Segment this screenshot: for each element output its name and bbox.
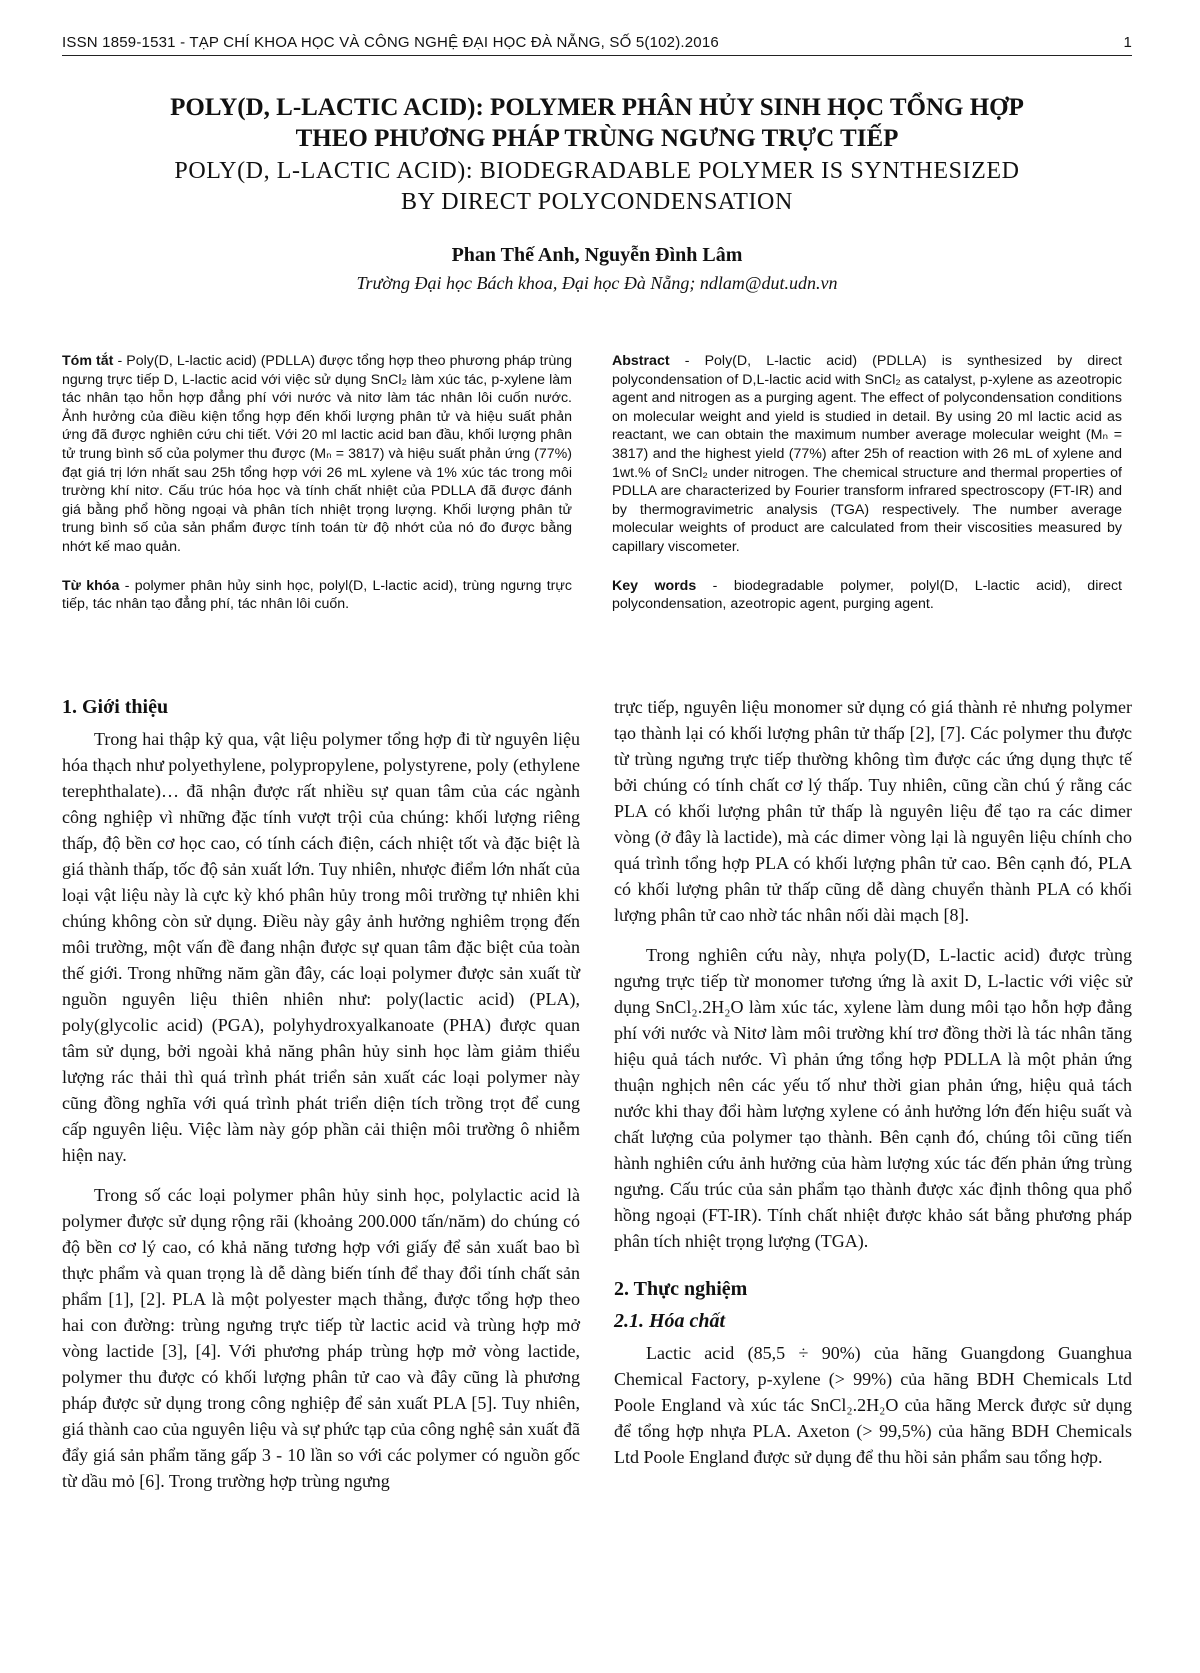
- title-en-line-2: BY DIRECT POLYCONDENSATION: [401, 189, 793, 215]
- section-2-heading: 2. Thực nghiệm: [614, 1278, 748, 1300]
- journal-info: ISSN 1859-1531 - TẠP CHÍ KHOA HỌC VÀ CÔNG NGHỆ ĐẠI HỌC ĐÀ NẴNG, SỐ 5(102).2016: [62, 34, 719, 51]
- keywords-en-label: Key words: [612, 577, 697, 594]
- abstract-en-label: Abstract: [612, 353, 670, 369]
- section-1-heading: 1. Giới thiệu: [62, 696, 169, 718]
- keywords-en: [612, 577, 1122, 614]
- section-1-paragraph-2: Trong số các loại polymer phân hủy sinh học, polylactic acid là polymer được sử dụng rộng rãi (khoảng 200.000 tấn/năm) do chúng có độ bền cơ lý cao, có khả năng tương hợp với giấy để sản xuất bao bì thực phẩm và quan trọng là dễ dàng biến tính để thay đổi tính chất sản phẩm [1], [2]. PLA là một polyester mạch thẳng, được tổng hợp theo hai con đường: trùng ngưng trực tiếp từ lactic acid và trùng hợp mở vòng lactide [3], [4]. Với phương pháp trùng hợp mở vòng lactide, polymer thu được có khối lượng phân tử cao và đây cũng là phương pháp được sử dụng trong công nghiệp để sản xuất PLA [5]. Tuy nhiên, giá thành cao của nguyên liệu và sự phức tạp của công nghệ sản xuất đã đẩy giá sản phẩm tăng gấp 3 - 10 lần so với các polymer có nguồn gốc từ dầu mỏ [6]. Trong trường hợp trùng ngưng: [62, 1185, 580, 1491]
- abstract-vi-text: [62, 352, 572, 557]
- title-vietnamese: [62, 92, 1132, 154]
- section-1-paragraph-1: Trong hai thập kỷ qua, vật liệu polymer tổng hợp đi từ nguyên liệu hóa thạch như polyethylene, polypropylene, polystyrene, poly (ethylene terephthalate)… đã nhận được rất nhiều sự quan tâm của các ngành công nghiệp vì những đặc tính vượt trội của chúng: khối lượng riêng thấp, độ bền cơ học cao, có tính cách điện, cách nhiệt tốt và đặc biệt là giá thành thấp, tốc độ sản xuất lớn. Tuy nhiên, nhược điểm lớn nhất của loại vật liệu này là cực kỳ khó phân hủy trong môi trường tự nhiên khi chúng không còn sử dụng. Điều này gây ảnh hưởng nghiêm trọng đến môi trường, một vấn đề đang nhận được sự quan tâm đặc biệt của toàn thế giới. Trong những năm gần đây, các loại polymer được sản xuất từ nguồn nguyên liệu thiên nhiên như: poly(lactic acid) (PLA), poly(glycolic acid) (PGA), polyhydroxyalkanoate (PHA) được quan tâm sử dụng, bởi ngoài khả năng phân hủy sinh học làm giảm thiểu lượng rác thải thì quá trình phát triển sản xuất các loại polymer này cũng đồng nghĩa với quá trình phát triển diện tích trồng trọt để cung cấp nguyên liệu. Việc làm này góp phần cải thiện môi trường ô nhiễm hiện nay.: [62, 729, 580, 1165]
- running-header: [62, 34, 1132, 56]
- keywords-en-body: - biodegradable polymer, polyl(D, L-lactic acid), direct polycondensation, azeotropic agent, purging agent.: [612, 577, 1122, 613]
- abstract-en-body: - Poly(D, L-lactic acid) (PDLLA) is synthesized by direct polycondensation of D,L-lactic acid with SnCl₂ as catalyst, p-xylene as azeotropic agent and nitrogen as a purging agent. The effect of polycondensation conditions on molecular weight and yield is studied in detail. By using 20 ml lactic acid as reactant, we can obtain the maximum number average molecular weight (Mₙ = 3817) and the highest yield (77%) after 25h of reaction with 26 mL of xylene and 1wt.% of SnCl₂ under nitrogen. The chemical structure and thermal properties of PDLLA are characterized by Fourier transform infrared spectroscopy (FT-IR) and by thermogravimetric analysis (TGA) respectively. The number average molecular weights of product are calculated from their viscosities measured by capillary viscometer.: [612, 353, 1122, 555]
- body-column-right: [614, 694, 1132, 1484]
- abstract-vi-label: Tóm tắt: [62, 353, 114, 369]
- keywords-vi: [62, 577, 572, 614]
- title-block: [62, 92, 1132, 294]
- section-2-1-heading: 2.1. Hóa chất: [614, 1310, 726, 1332]
- authors: Phan Thế Anh, Nguyễn Đình Lâm: [451, 244, 743, 266]
- keywords-vi-body: - polymer phân hủy sinh học, polyl(D, L-lactic acid), trùng ngưng trực tiếp, tác nhân tạo đẳng phí, tác nhân lôi cuốn.: [62, 577, 572, 613]
- title-english: [62, 156, 1132, 218]
- keywords-vi-label: Từ khóa: [62, 577, 120, 594]
- abstract-en-text: [612, 352, 1122, 557]
- section-2-1-paragraph-1: Lactic acid (85,5 ÷ 90%) của hãng Guangdong Guanghua Chemical Factory, p-xylene (> 99%) của hãng BDH Chemicals Ltd Poole England và xúc tác SnCl₂.2H₂O của hãng Merck được sử dụng để tổng hợp nhựa PLA. Axeton (> 99,5%) của hãng BDH Chemicals Ltd Poole England được sử dụng để thu hồi sản phẩm sau tổng hợp.: [614, 1343, 1132, 1467]
- title-en-line-1: POLY(D, L-LACTIC ACID): BIODEGRADABLE POLYMER IS SYNTHESIZED: [174, 158, 1020, 184]
- title-vi-line-2: THEO PHƯƠNG PHÁP TRÙNG NGƯNG TRỰC TIẾP: [295, 125, 899, 152]
- affiliation: Trường Đại học Bách khoa, Đại học Đà Nẵng; ndlam@dut.udn.vn: [356, 273, 838, 293]
- section-1-paragraph-2-continued: trực tiếp, nguyên liệu monomer sử dụng có giá thành rẻ nhưng polymer tạo thành lại có khối lượng phân tử thấp [2], [7]. Các polymer thu được từ trùng ngưng trực tiếp thường không tìm được các ứng dụng thực tế bởi chúng có tính chất cơ lý thấp. Tuy nhiên, cũng cần chú ý rằng các PLA có khối lượng phân tử thấp là nguyên liệu để tạo ra các dimer vòng (ở đây là lactide), mà các dimer vòng lại là nguyên liệu chính cho quá trình tổng hợp PLA có khối lượng phân tử cao. Bên cạnh đó, PLA có khối lượng phân tử thấp cũng dễ dàng chuyển thành PLA có khối lượng phân tử cao nhờ tác nhân nối dài mạch [8].: [614, 697, 1132, 925]
- page-number: 1: [1123, 34, 1132, 51]
- abstract-vietnamese: [62, 352, 572, 614]
- title-vi-line-1: POLY(D, L-LACTIC ACID): POLYMER PHÂN HỦY SINH HỌC TỔNG HỢP: [170, 94, 1024, 121]
- section-1-paragraph-3: Trong nghiên cứu này, nhựa poly(D, L-lactic acid) được trùng ngưng trực tiếp từ monomer tương ứng là axit D, L-lactic với việc sử dụng SnCl₂.2H₂O làm xúc tác, xylene làm dung môi tạo hỗn hợp đẳng phí với nước và Nitơ làm môi trường khí trơ đồng thời là tác nhân tăng hiệu quả tách nước. Vì phản ứng tổng hợp PDLLA là một phản ứng thuận nghịch nên các yếu tố như thời gian phản ứng, hiệu quả tách nước khi thay đổi hàm lượng xylene có ảnh hưởng lớn đến hiệu suất và chất lượng của polymer tạo thành. Bên cạnh đó, chúng tôi cũng tiến hành nghiên cứu ảnh hưởng của hàm lượng xúc tác đến phản ứng trùng ngưng. Cấu trúc của sản phẩm tạo thành được xác định thông qua phổ hồng ngoại (FT-IR). Tính chất nhiệt được khảo sát bằng phương pháp phân tích nhiệt trọng lượng (TGA).: [614, 945, 1132, 1251]
- body-column-left: [62, 694, 580, 1508]
- abstract-english: [612, 352, 1122, 614]
- abstract-vi-body: - Poly(D, L-lactic acid) (PDLLA) được tổng hợp theo phương pháp trùng ngưng trực tiếp D, L-lactic acid với việc sử dụng SnCl₂ làm xúc tác, p-xylene làm tác nhân tạo hỗn hợp đẳng phí với nước và nitơ làm tác nhân lôi cuốn nước. Ảnh hưởng của điều kiện tổng hợp đến khối lượng phân tử và hiệu suất phản ứng đã được nghiên cứu chi tiết. Với 20 ml lactic acid ban đầu, khối lượng phân tử trung bình số của polymer thu được (Mₙ = 3817) và hiệu suất phản ứng (77%) đạt giá trị lớn nhất sau 25h tổng hợp với 26 mL xylene và 1% xúc tác trong môi trường khí nitơ. Cấu trúc hóa học và tính chất nhiệt của PDLLA đã được đánh giá bằng phổ hồng ngoại và phân tích nhiệt trọng lượng. Khối lượng phân tử trung bình số của sản phẩm được tính toán từ độ nhớt của nó đo được bằng nhớt kế mao quản.: [62, 353, 572, 555]
